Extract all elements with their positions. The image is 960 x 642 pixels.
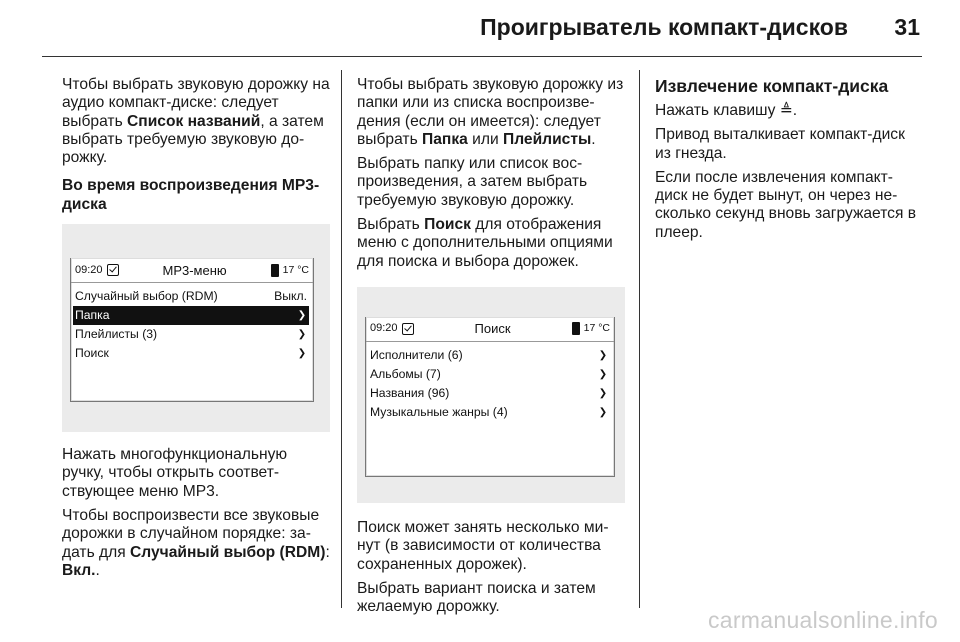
column-divider-2 [639,70,640,608]
eject-icon: ≜ [779,102,793,119]
paragraph: Чтобы выбрать звуковую дорожку из папки или из списка воспроизве-дения (если он имеется): следует выбрать Папка или Плейлисты. [357,76,624,148]
clock-text: 09:20 [370,322,398,335]
menu-item-albums[interactable]: Альбомы (7) ❯ [368,365,610,384]
chevron-right-icon: ❯ [297,348,307,360]
check-icon [402,323,414,335]
chevron-right-icon: ❯ [598,406,608,418]
screen-status-bar [71,258,313,283]
check-icon [107,264,119,276]
display-screen [365,317,615,477]
watermark: carmanualsonline.info [707,607,938,633]
mp3-menu-figure [62,224,330,432]
paragraph: Если после извлечения компакт-диск не будет вынут, он через не-сколько секунд вновь загружается в плеер. [655,168,917,241]
menu-item-genres[interactable]: Музыкальные жанры (4) ❯ [368,403,610,422]
column-3 [655,76,925,248]
display-screen [70,258,314,402]
paragraph: Чтобы выбрать звуковую дорожку на аудио компакт-диске: следует выбрать Список названий, а затем выбрать требуемую звуковую до-рожку. [62,76,330,167]
menu-item-random[interactable]: Случайный выбор (RDM) Выкл. [73,287,309,306]
screen-status-bar [366,317,614,342]
chevron-right-icon: ❯ [297,329,307,341]
paragraph: Нажать многофункциональную ручку, чтобы открыть соответ-ствующее меню МР3. [62,446,288,500]
paragraph: Выбрать вариант поиска и затем желаемую дорожку. [357,579,596,616]
chevron-right-icon: ❯ [297,310,307,322]
temperature-text: 17 °C [583,322,610,335]
section-heading-eject: Извлечение компакт-диска [655,76,889,96]
menu-item-folder[interactable]: Папка ❯ [73,306,309,325]
chevron-right-icon: ❯ [598,368,608,380]
column-1 [62,76,330,586]
header-rule [42,56,922,57]
column-2 [357,76,625,622]
phone-icon [572,322,580,335]
menu-list [71,283,313,401]
search-menu-figure [357,287,625,503]
menu-list [366,342,614,476]
paragraph: Чтобы воспроизвести все звуковые дорожки в случайном порядке: за-дать для Случайный выбор (RDM): Вкл.. [62,506,330,579]
clock-text: 09:20 [75,263,103,276]
menu-item-value: Выкл. [274,289,307,304]
phone-icon [271,264,279,277]
paragraph: Выбрать Поиск для отображения меню с дополнительными опциями для поиска и выбора дорожек. [357,216,613,270]
column-divider-1 [341,70,342,608]
paragraph: Выбрать папку или список вос-произведения, а затем выбрать требуемую звуковую дорожку. [357,155,588,209]
screen-title: Поиск [474,321,511,337]
menu-item-artists[interactable]: Исполнители (6) ❯ [368,346,610,365]
menu-item-titles[interactable]: Названия (96) ❯ [368,384,610,403]
menu-item-search[interactable]: Поиск ❯ [73,344,309,363]
page-number: 31 [894,14,920,40]
menu-item-playlists[interactable]: Плейлисты (3) ❯ [73,325,309,344]
paragraph: Привод выталкивает компакт-диск из гнезда. [655,126,905,162]
chevron-right-icon: ❯ [598,349,608,361]
chevron-right-icon: ❯ [598,387,608,399]
paragraph: Нажать клавишу ≜. [655,102,798,119]
page-title: Проигрыватель компакт-дисков [480,14,848,40]
page-header [0,0,960,58]
screen-title: MP3-меню [162,262,227,278]
temperature-text: 17 °C [282,263,309,276]
paragraph: Поиск может занять несколько ми-нут (в зависимости от количества сохраненных дорожек). [357,518,609,573]
section-heading-mp3: Во время воспроизведения МР3-диска [62,177,320,213]
